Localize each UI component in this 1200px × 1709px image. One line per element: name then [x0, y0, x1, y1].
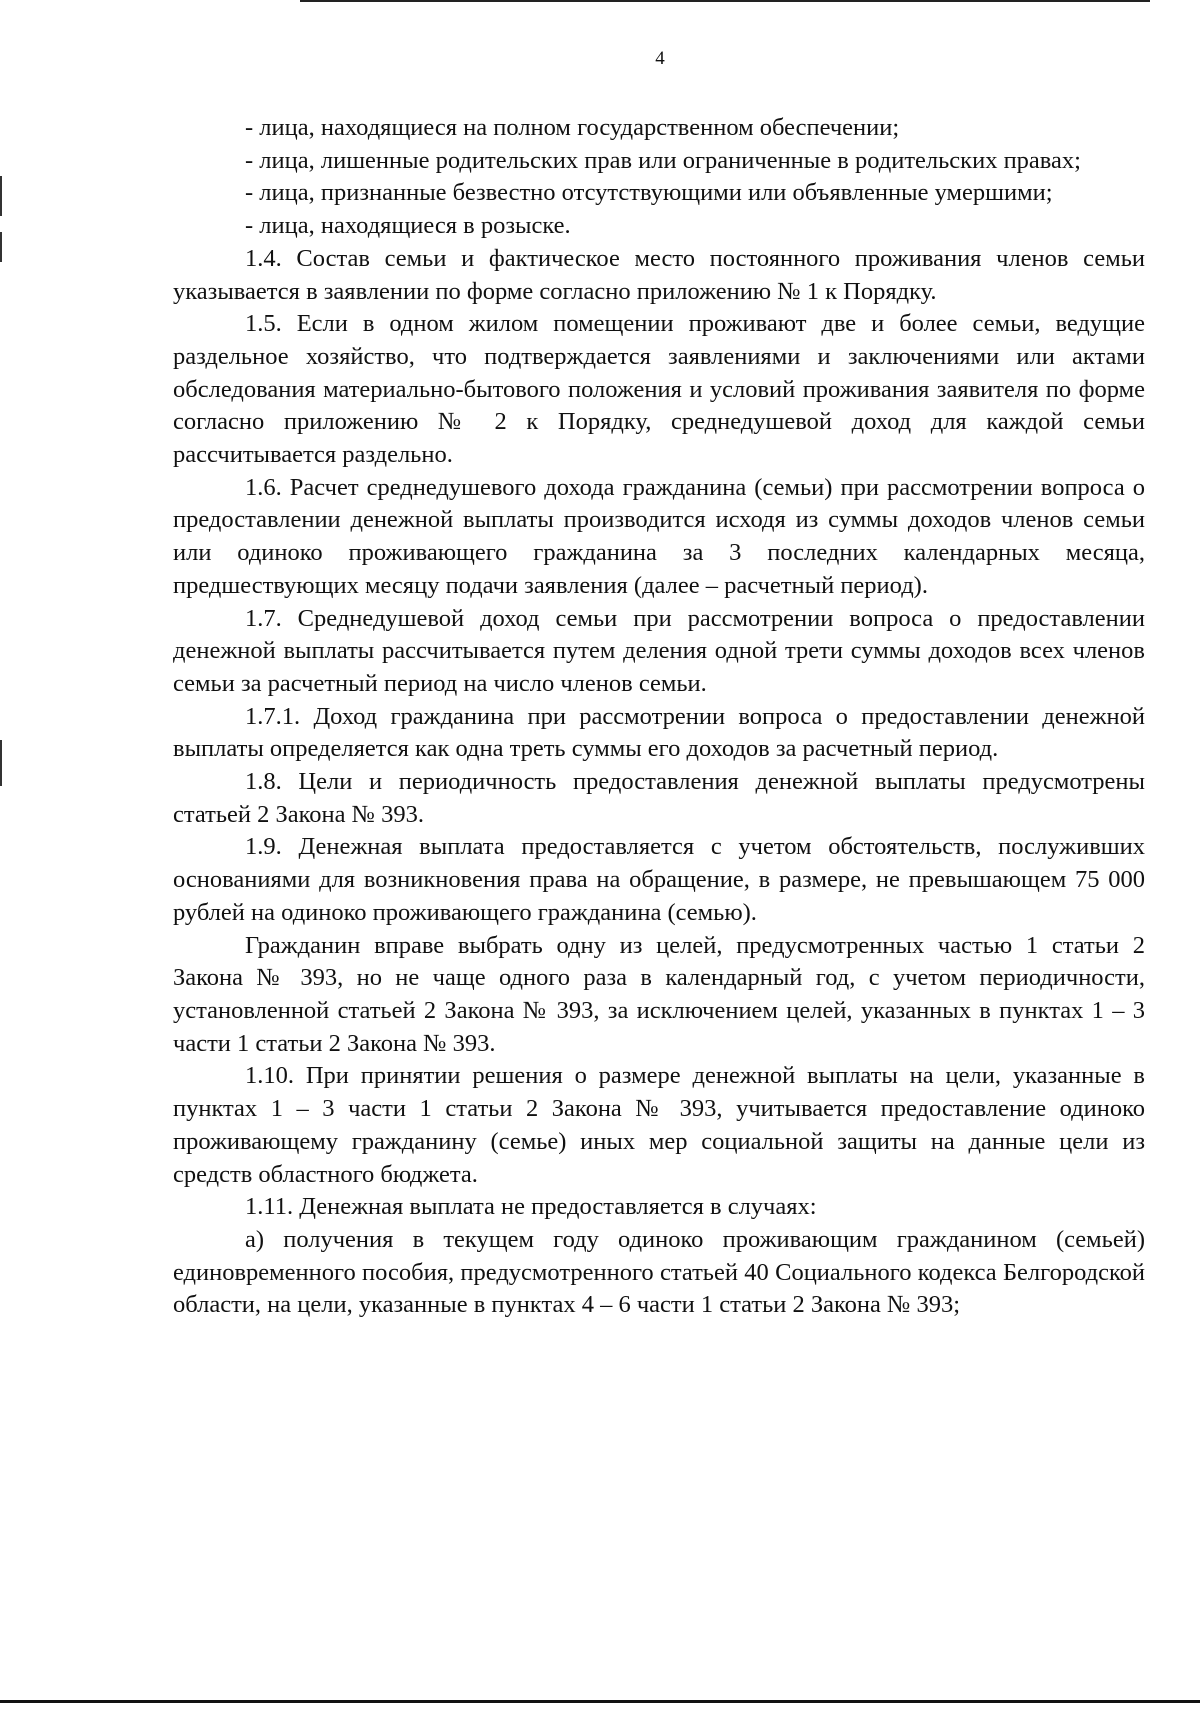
paragraph: а) получения в текущем году одиноко проживающим гражданином (семьей) единовременного пособия, предусмотренного статьей 40 Социального кодекса Белгородской области, на цели, указанные в пунктах 4 – 6 части 1 статьи 2 Закона № 393; [173, 1225, 1145, 1319]
paragraph: - лица, находящиеся на полном государственном обеспечении; [245, 114, 900, 141]
bottom-scan-edge [0, 1700, 1200, 1703]
paragraph: - лица, признанные безвестно отсутствующими или объявленные умершими; [245, 179, 1053, 207]
document-body [173, 112, 1145, 1322]
paragraph: 1.6. Расчет среднедушевого дохода гражданина (семьи) при рассмотрении вопроса о предоставлении денежной выплаты производится исходя из суммы доходов членов семьи или одиноко проживающего гражданина за 3 последних календарных месяца, предшествующих месяцу подачи заявления (далее – расчетный период). [173, 473, 1145, 599]
left-scan-mark [0, 232, 2, 262]
paragraph: 1.11. Денежная выплата не предоставляется в случаях: [245, 1193, 817, 1221]
left-scan-mark [0, 176, 2, 216]
paragraph: 1.7. Среднедушевой доход семьи при рассмотрении вопроса о предоставлении денежной выплаты рассчитывается путем деления одной трети суммы доходов всех членов семьи за расчетный период на число членов семьи. [173, 604, 1145, 697]
top-scan-edge [300, 0, 1150, 2]
paragraph: 1.7.1. Доход гражданина при рассмотрении вопроса о предоставлении денежной выплаты определяется как одна треть суммы его доходов за расчетный период. [173, 702, 1145, 763]
paragraph: 1.5. Если в одном жилом помещении проживают две и более семьи, ведущие раздельное хозяйство, что подтверждается заявлениями и заключениями или актами обследования материально-бытового положения и условий проживания заявителя по форме согласно приложению № 2 к Порядку, среднедушевой доход для каждой семьи рассчитывается раздельно. [173, 310, 1145, 469]
paragraph: 1.4. Состав семьи и фактическое место постоянного проживания членов семьи указывается в заявлении по форме согласно приложению № 1 к Порядку. [173, 244, 1145, 305]
paragraph: 1.10. При принятии решения о размере денежной выплаты на цели, указанные в пунктах 1 – 3 части 1 статьи 2 Закона № 393, учитывается предоставление одиноко проживающему гражданину (семье) иных мер социальной защиты на данные цели из средств областного бюджета. [173, 1062, 1145, 1188]
paragraph: 1.9. Денежная выплата предоставляется с учетом обстоятельств, послуживших основаниями для возникновения права на обращение, в размере, не превышающем 75 000 рублей на одиноко проживающего гражданина (семью). [173, 833, 1145, 926]
paragraph: - лица, находящиеся в розыске. [245, 212, 571, 240]
page-number: 4 [655, 48, 665, 69]
paragraph: 1.8. Цели и периодичность предоставления денежной выплаты предусмотрены статьей 2 Закона № 393. [173, 768, 1145, 828]
paragraph: - лица, лишенные родительских прав или ограниченные в родительских правах; [245, 146, 1081, 174]
paragraph: Гражданин вправе выбрать одну из целей, предусмотренных частью 1 статьи 2 Закона № 393, но не чаще одного раза в календарный год, с учетом периодичности, установленной статьей 2 Закона № 393, за исключением целей, указанных в пунктах 1 – 3 части 1 статьи 2 Закона № 393. [173, 931, 1145, 1057]
left-scan-mark [0, 740, 2, 786]
